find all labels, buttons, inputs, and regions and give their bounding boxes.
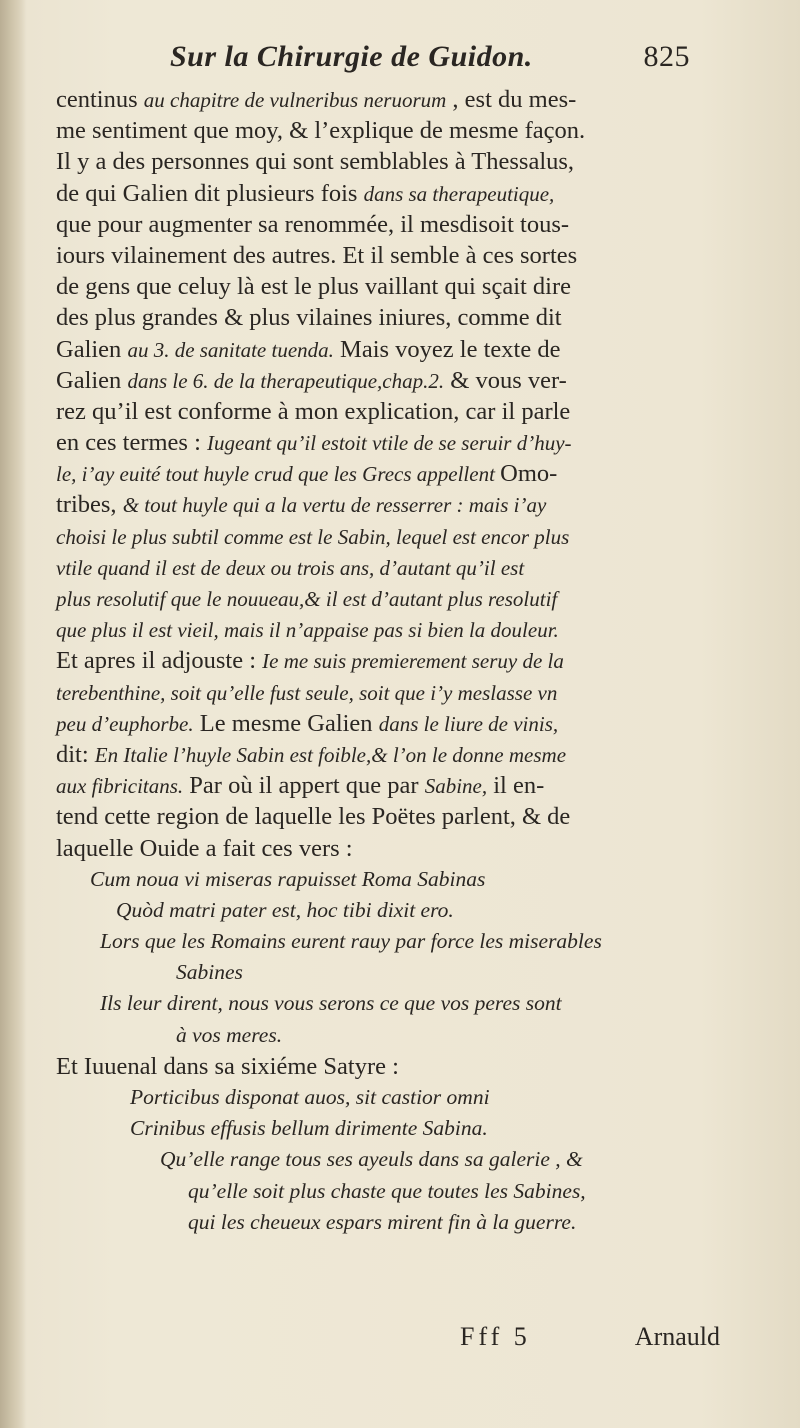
roman-text: Omo- — [500, 460, 558, 488]
roman-text: tribes, — [56, 491, 123, 519]
catchword: Arnauld — [634, 1322, 720, 1351]
verse-line: qu’elle soit plus chaste que toutes les Sabines, — [188, 1178, 586, 1203]
italic-text: & tout huyle qui a la vertu de resserrer : mais i’ay — [122, 493, 547, 518]
page-body — [56, 84, 740, 1238]
page-footer — [460, 1322, 720, 1358]
interlude-line: Et Iuuenal dans sa sixiéme Satyre : — [56, 1052, 399, 1080]
italic-text: En Italie l’huyle Sabin est foible,& l’on le donne mesme — [94, 742, 567, 767]
text-line — [56, 396, 740, 427]
italic-text: choisi le plus subtil comme est le Sabin, lequel est encor plus — [56, 524, 570, 549]
roman-text: rez qu’il est conforme à mon explication, car il parle — [56, 397, 571, 425]
roman-text: Le mesme Galien — [193, 709, 379, 737]
roman-text: il en- — [487, 772, 545, 800]
text-line — [56, 801, 740, 832]
text-line — [56, 677, 740, 708]
italic-text: Iugeant qu’il estoit vtile de se seruir d’huy- — [207, 431, 572, 456]
italic-text: aux fibricitans. — [56, 774, 184, 799]
roman-text: , est du mes- — [446, 86, 577, 113]
verse-line: Quòd matri pater est, hoc tibi dixit ero. — [116, 897, 454, 922]
verse-line: Porticibus disponat auos, sit castior omni — [130, 1085, 490, 1109]
roman-text: tend cette region de laquelle les Poëtes parlent, & de — [56, 803, 571, 831]
italic-text: au chapitre de vulneribus neruorum — [143, 88, 447, 112]
running-header — [170, 40, 690, 84]
roman-text: en ces termes : — [56, 429, 208, 457]
running-title: Sur la Chirurgie de Guidon. — [170, 40, 533, 73]
text-line — [56, 271, 740, 302]
roman-text: des plus grandes & plus vilaines iniures, comme dit — [56, 304, 562, 332]
text-line — [56, 552, 740, 583]
text-line — [56, 84, 740, 115]
roman-text: & vous ver- — [444, 366, 567, 394]
text-line — [56, 365, 740, 396]
roman-text: Galien — [56, 335, 128, 363]
text-line — [56, 614, 740, 645]
italic-text: dans le 6. de la therapeutique,chap.2. — [127, 368, 445, 393]
text-line — [56, 833, 740, 864]
text-line — [56, 583, 740, 614]
text-line — [56, 770, 740, 801]
roman-text: Par où il appert que par — [183, 772, 425, 800]
text-line — [56, 209, 740, 240]
text-line — [56, 427, 740, 458]
roman-text: Mais voyez le texte de — [333, 335, 561, 363]
italic-text: peu d’euphorbe. — [56, 711, 194, 736]
roman-text: Et apres il adjouste : — [56, 647, 263, 675]
italic-text: dans le liure de vinis, — [378, 711, 559, 736]
text-line — [56, 458, 740, 489]
roman-text: dit: — [56, 740, 95, 768]
verse-line: Qu’elle range tous ses ayeuls dans sa galerie , & — [160, 1147, 583, 1172]
italic-text: vtile quand il est de deux ou trois ans, d’autant qu’il est — [56, 555, 525, 580]
roman-text: de gens que celuy là est le plus vaillant qui sçait dire — [56, 273, 572, 301]
verse-line: Sabines — [176, 960, 243, 985]
signature-mark: Fff 5 — [460, 1322, 531, 1351]
page-number: 825 — [643, 40, 690, 73]
text-line — [56, 178, 740, 209]
italic-text: plus resolutif que le nouueau,& il est d’autant plus resolutif — [56, 587, 558, 611]
text-line — [56, 240, 740, 271]
ovid-verses — [56, 864, 740, 1051]
text-line — [56, 521, 740, 552]
juvenal-verses — [56, 1082, 740, 1238]
verse-line: Crinibus effusis bellum dirimente Sabina. — [130, 1116, 488, 1141]
roman-text: que pour augmenter sa renommée, il mesdisoit tous- — [56, 210, 570, 238]
italic-text: que plus il est vieil, mais il n’appaise pas si bien la douleur. — [56, 618, 559, 643]
roman-text: laquelle Ouide a fait ces vers : — [56, 834, 353, 862]
page-gutter — [0, 0, 26, 1428]
verse-line: Cum noua vi miseras rapuisset Roma Sabinas — [90, 866, 486, 891]
text-line — [56, 708, 740, 739]
italic-text: Ie me suis premierement seruy de la — [262, 649, 564, 674]
roman-text: de qui Galien dit plusieurs fois — [56, 179, 364, 207]
verse-line: Ils leur dirent, nous vous serons ce que vos peres sont — [100, 991, 562, 1016]
prose-block — [56, 84, 740, 864]
verse-line: qui les cheueux espars mirent fin à la guerre. — [188, 1209, 577, 1234]
text-line — [56, 115, 740, 146]
verse-line: Lors que les Romains eurent rauy par force les miserables — [100, 929, 602, 954]
italic-text: au 3. de sanitate tuenda. — [127, 337, 334, 362]
italic-text: dans sa therapeutique, — [363, 181, 555, 206]
italic-text: Sabine, — [424, 774, 488, 799]
verse-line: à vos meres. — [176, 1022, 283, 1047]
text-line — [56, 302, 740, 333]
text-line — [56, 489, 740, 520]
text-line — [56, 645, 740, 676]
roman-text: Il y a des personnes qui sont semblables à Thessalus, — [56, 148, 575, 176]
text-line — [56, 146, 740, 177]
text-line — [56, 739, 740, 770]
italic-text: terebenthine, soit qu’elle fust seule, soit que i’y meslasse vn — [56, 680, 558, 705]
roman-text: iours vilainement des autres. Et il semble à ces sortes — [56, 241, 578, 269]
italic-text: le, i’ay euité tout huyle crud que les Grecs appellent — [56, 462, 501, 487]
roman-text: me sentiment que moy, & l’explique de mesme façon. — [56, 117, 586, 145]
roman-text: Galien — [56, 366, 128, 394]
text-line — [56, 334, 740, 365]
roman-text: centinus — [56, 86, 144, 113]
